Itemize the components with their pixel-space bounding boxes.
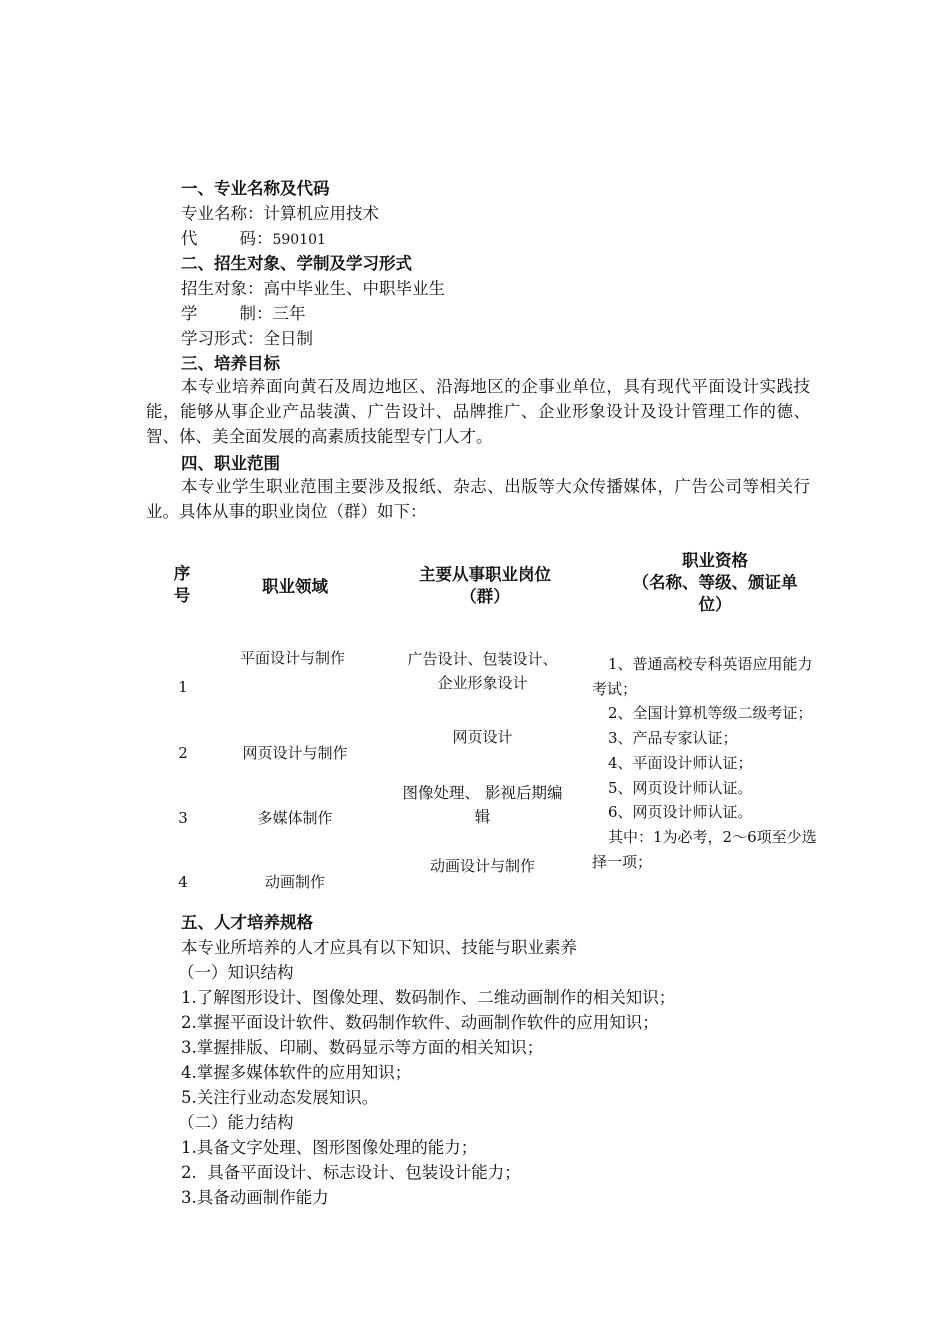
header-field: 职业领域 (262, 577, 328, 596)
row1-field: 平面设计与制作 (239, 649, 345, 667)
row4-field: 动画制作 (264, 873, 325, 891)
section-heading-5: 五、人才培养规格 (181, 913, 313, 932)
knowledge-item: 1.了解图形设计、图像处理、数码制作、二维动画制作的相关知识； (181, 988, 676, 1007)
knowledge-item: 2.掌握平面设计软件、数码制作软件、动画制作软件的应用知识； (181, 1013, 659, 1032)
header-no (160, 563, 204, 607)
row2-field: 网页设计与制作 (242, 744, 348, 762)
qualification-note: 其中：1为必考，2～6项至少选择一项； (592, 827, 817, 871)
row1-jobs (385, 647, 580, 695)
major-name-line: 专业名称：计算机应用技术 (181, 204, 379, 223)
talent-intro-line: 本专业所培养的人才应具有以下知识、技能与职业素养 (181, 938, 577, 957)
row3-no: 3 (178, 809, 188, 827)
ability-structure-title: （二）能力结构 (178, 1113, 294, 1132)
header-qual-line3: 位） (698, 595, 732, 614)
ability-item: 2. 具备平面设计、标志设计、包装设计能力； (181, 1163, 521, 1182)
row1-no: 1 (178, 678, 188, 696)
qualification-item: 3、产品专家认证； (608, 729, 738, 748)
knowledge-structure-title: （一）知识结构 (178, 963, 294, 982)
qualification-item: 4、平面设计师认证； (608, 753, 753, 772)
header-qual-line2: （名称、等级、颁证单 (632, 573, 798, 592)
enrollment-target-line: 招生对象：高中毕业生、中职毕业生 (181, 279, 445, 298)
row3-field: 多媒体制作 (257, 809, 333, 827)
ability-item: 3.具备动画制作能力 (181, 1188, 329, 1207)
row2-no: 2 (178, 744, 188, 762)
career-scope-paragraph: 本专业学生职业范围主要涉及报纸、杂志、出版等大众传播媒体，广告公司等相关行业。具体从事的职业岗位（群）如下： (146, 477, 810, 521)
section-heading-1: 一、专业名称及代码 (181, 179, 330, 198)
header-qual-line1: 职业资格 (682, 551, 748, 570)
qualification-item: 2、全国计算机等级二级考证； (608, 704, 813, 723)
qualification-item: 1、普通高校专科英语应用能力考试； (592, 655, 813, 698)
header-no-line2: 号 (173, 586, 191, 605)
duration-line: 学 制：三年 (181, 304, 306, 323)
row1-jobs-line2: 企业形象设计 (437, 674, 528, 692)
row4-no: 4 (178, 873, 188, 891)
major-code-line (181, 226, 326, 253)
code-value: 590101 (272, 232, 326, 248)
header-jobs (390, 564, 580, 608)
knowledge-item: 5.关注行业动态发展知识。 (181, 1088, 379, 1107)
header-jobs-line2: （群） (460, 587, 510, 606)
knowledge-item: 3.掌握排版、印刷、数码显示等方面的相关知识； (181, 1038, 544, 1057)
row1-jobs-line1: 广告设计、包装设计、 (407, 650, 558, 668)
row3-jobs (385, 781, 580, 829)
qualification-item: 5、网页设计师认证。 (608, 778, 753, 797)
code-label: 代 码： (181, 229, 273, 248)
header-jobs-line1: 主要从事职业岗位 (419, 565, 551, 584)
study-mode-line: 学习形式：全日制 (181, 329, 313, 348)
row3-jobs-line2: 辑 (474, 808, 491, 826)
training-goal-paragraph: 本专业培养面向黄石及周边地区、沿海地区的企事业单位，具有现代平面设计实践技能，能够从事企业产品装潢、广告设计、品牌推广、企业形象设计及设计管理工作的德、智、体、美全面发展的高素质技能型专门人才。 (146, 377, 810, 446)
qualification-item: 6、网页设计师认证。 (608, 803, 753, 822)
header-qualification (600, 550, 830, 616)
ability-item: 1.具备文字处理、图形图像处理的能力； (181, 1138, 478, 1157)
section-heading-2: 二、招生对象、学制及学习形式 (181, 254, 412, 273)
knowledge-item: 4.掌握多媒体软件的应用知识； (181, 1063, 412, 1082)
row4-jobs: 动画设计与制作 (429, 857, 535, 875)
row2-jobs: 网页设计 (452, 728, 513, 746)
row3-jobs-line1: 图像处理、 影视后期编 (402, 784, 563, 802)
section-heading-4: 四、职业范围 (181, 454, 280, 473)
section-heading-3: 三、培养目标 (181, 354, 280, 373)
qualification-list (592, 652, 824, 874)
header-no-line1: 序 (173, 564, 191, 583)
